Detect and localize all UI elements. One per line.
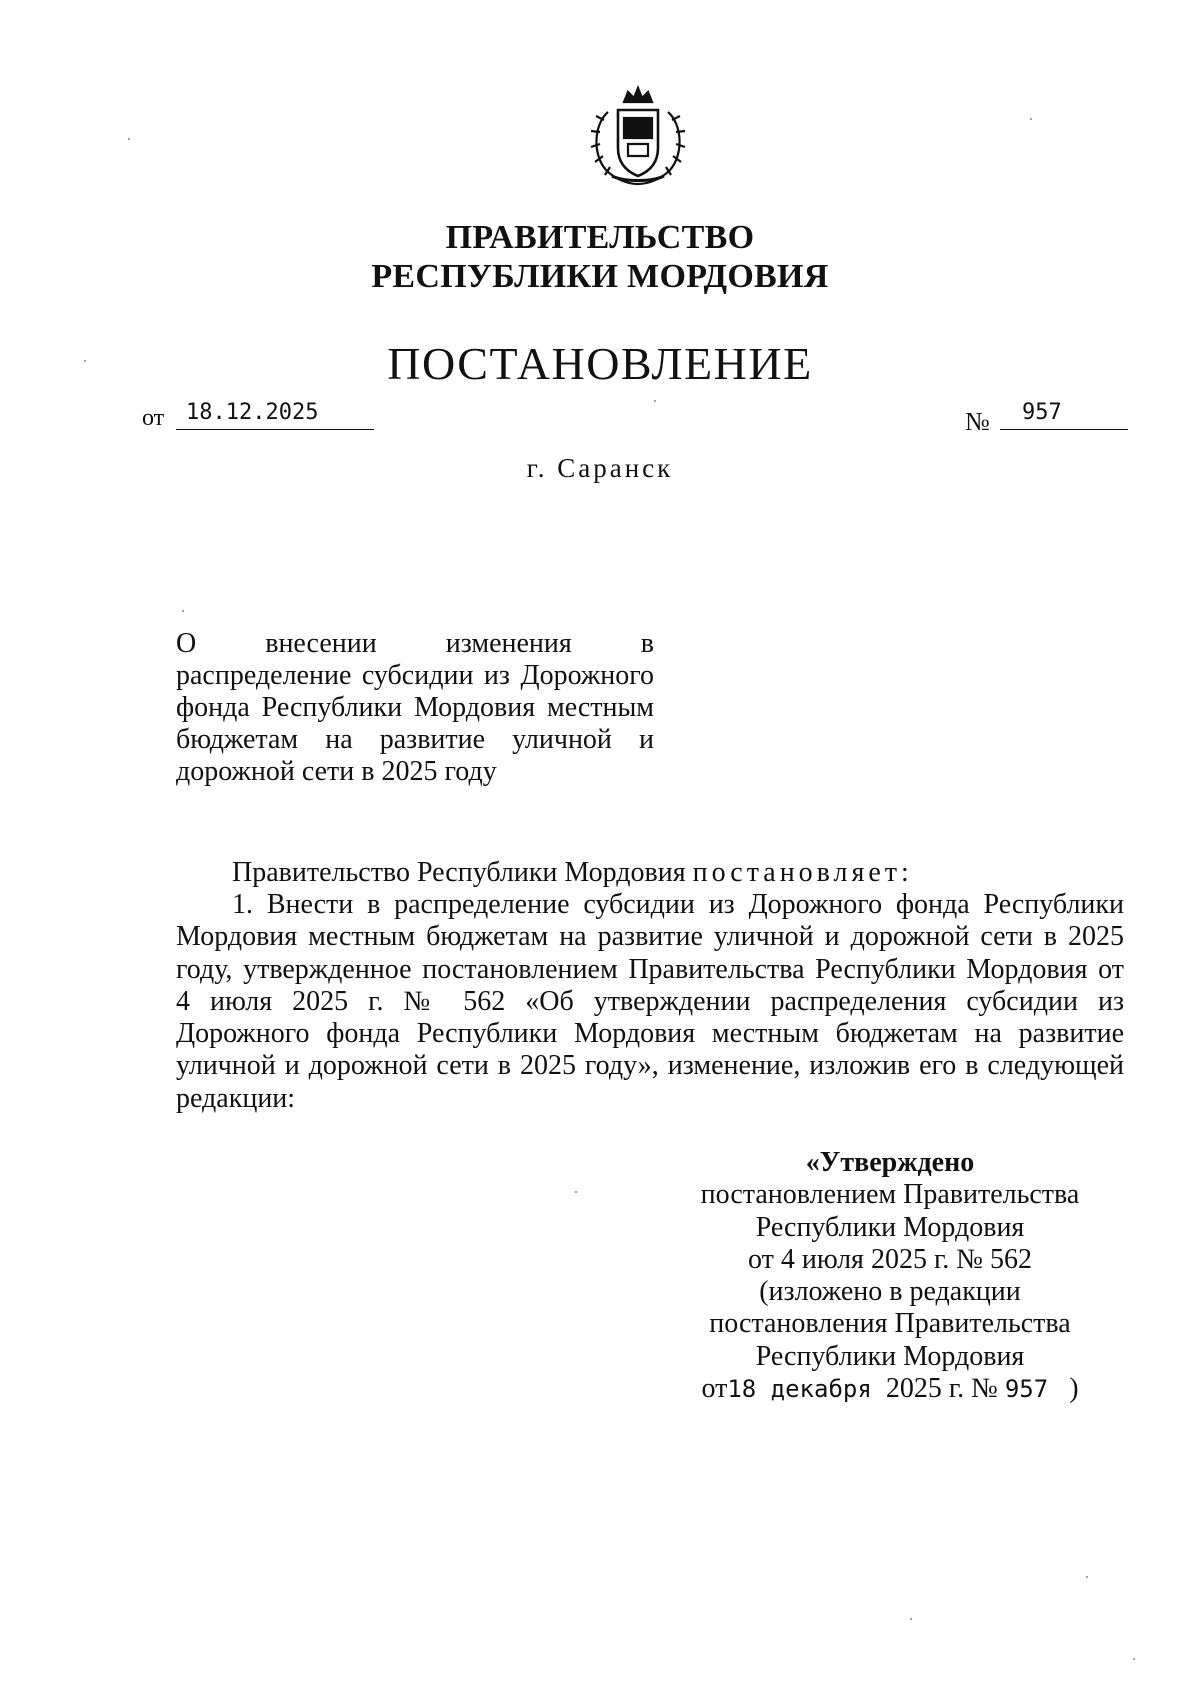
subject-line: О внесении изменения в [176,628,654,659]
scan-speck [1133,1658,1135,1660]
city: г. Саранск [526,453,674,483]
subject-line: бюджетам на развитие уличной и [176,724,654,755]
edition-number: 957 [1004,1375,1049,1404]
document-date: 18.12.2025 [176,400,374,430]
item-line: 1. Внести в распределение субсидии из Дорожного фонда Республики [232,889,1124,920]
item-line: 4 июля 2025 г. № 562 «Об утверждении распределения субсидии из [176,985,1124,1017]
edition-year: 2025 г. № [885,1373,998,1405]
approval-line: постановления Правительства [709,1308,1071,1340]
item-line: редакции: [176,1082,296,1114]
approval-title: «Утверждено [805,1147,975,1178]
subject-line: распределение субсидии из Дорожного [176,660,654,691]
item-line: Мордовия местным бюджетам на развитие уличной и дорожной сети в 2025 [176,921,1124,953]
subject-line: дорожной сети в 2025 году [176,756,497,787]
scan-speck [84,360,86,362]
scan-speck [182,610,184,612]
organization-name-line-2: РЕСПУБЛИКИ МОРДОВИЯ [371,258,829,295]
item-line: Дорожного фонда Республики Мордовия местным бюджетам на развитие [176,1018,1124,1050]
date-prefix: от [142,405,165,431]
edition-date: 18 декабря [727,1375,872,1404]
item-line: году, утвержденное постановлением Правительства Республики Мордовия от [176,953,1124,985]
approval-line: (изложено в редакции [759,1276,1021,1308]
document-subject [176,628,654,788]
scan-speck [128,138,130,140]
edition-suffix: ) [1069,1373,1079,1405]
scan-speck [575,1191,577,1193]
scan-speck [1086,1576,1088,1578]
approval-stamp-block [680,1147,1100,1405]
intro-decree-word: постановляет: [692,857,913,888]
document-number: 957 [1000,400,1128,430]
item-line: уличной и дорожной сети в 2025 году», изменение, изложив его в следующей [176,1050,1124,1082]
mordovia-coat-of-arms-icon [578,84,698,192]
approval-line: Республики Мордовия [755,1211,1025,1243]
approval-edition-line [680,1373,1100,1405]
body-intro [176,857,1124,889]
intro-text: Правительство Республики Мордовия [232,857,693,888]
approval-line: от 4 июля 2025 г. № 562 [748,1243,1032,1275]
organization-name-line-1: ПРАВИТЕЛЬСТВО [445,219,755,256]
approval-line: постановлением Правительства [700,1179,1080,1211]
scan-speck [910,1618,912,1620]
scan-speck [654,400,656,402]
edition-prefix: от [701,1373,728,1405]
subject-line: фонда Республики Мордовия местным [176,692,654,723]
body-item-1 [176,889,1124,1115]
document-type-title: ПОСТАНОВЛЕНИЕ [387,338,813,389]
approval-line: Республики Мордовия [755,1340,1025,1372]
number-sign: № [965,407,990,436]
scan-speck [1030,118,1032,120]
